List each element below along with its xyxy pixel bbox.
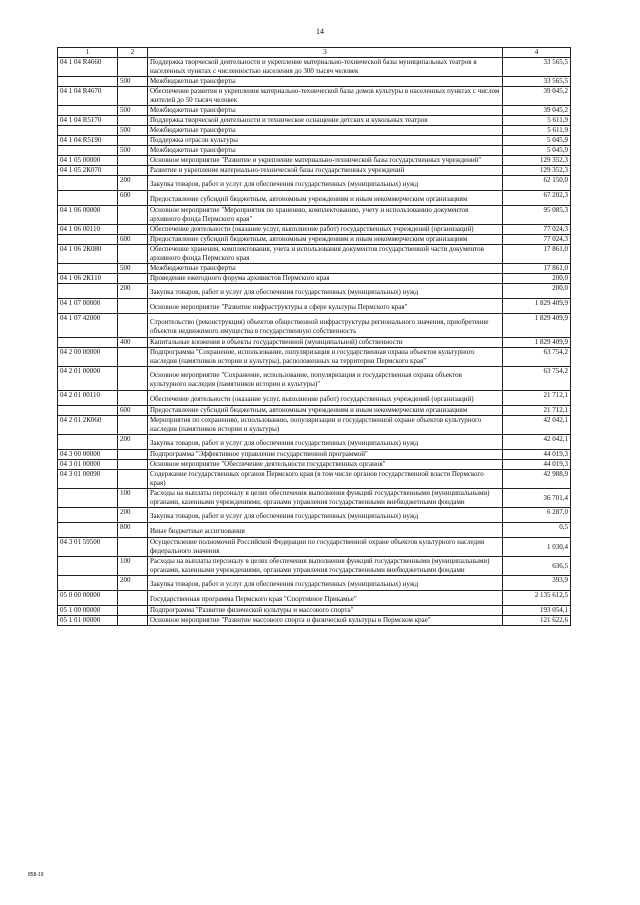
row-code-cell	[58, 146, 118, 156]
row-name-cell: Межбюджетные трансферты	[148, 126, 503, 136]
row-code-cell: 04 3 01 59500	[58, 538, 118, 557]
table-row	[58, 538, 571, 557]
row-type-cell: 200	[118, 576, 148, 591]
table-row	[58, 176, 571, 191]
row-sum-cell: 5 611,9	[503, 116, 571, 126]
row-sum-cell: 5 611,9	[503, 126, 571, 136]
row-name-cell: Обеспечение хранения, комплектования, учета и использования документов государственной части документов архивного фонда Пермского края	[148, 245, 503, 264]
row-code-cell: 05 0 00 00000	[58, 591, 118, 606]
table-row	[58, 416, 571, 435]
row-name-cell: Основное мероприятие "Сохранение, использование, популяризация и государственная охрана объектов культурного наследия (памятников истории и культуры)"	[148, 367, 503, 391]
table-row	[58, 58, 571, 77]
row-sum-cell: 636,5	[503, 557, 571, 576]
row-sum-cell: 42 042,1	[503, 435, 571, 450]
row-type-cell	[118, 538, 148, 557]
page-number: 14	[316, 27, 324, 36]
row-code-cell: 04 3 01 00090	[58, 470, 118, 489]
row-name-cell: Государственная программа Пермского края "Спортивное Прикамье"	[148, 591, 503, 606]
row-type-cell: 500	[118, 264, 148, 274]
row-code-cell: 04 2 01 00000	[58, 367, 118, 391]
row-sum-cell: 39 045,2	[503, 106, 571, 116]
row-code-cell	[58, 284, 118, 299]
column-header: 2	[118, 48, 148, 58]
row-sum-cell: 63 754,2	[503, 348, 571, 367]
row-sum-cell: 42 042,1	[503, 416, 571, 435]
row-type-cell	[118, 470, 148, 489]
row-name-cell: Проведение ежегодного форума архивистов Пермского края	[148, 274, 503, 284]
row-type-cell	[118, 616, 148, 626]
row-type-cell: 200	[118, 508, 148, 523]
row-sum-cell: 0,5	[503, 523, 571, 538]
row-name-cell: Подпрограмма "Эффективное управление государственной программой"	[148, 450, 503, 460]
row-code-cell: 04 1 04 R5190	[58, 136, 118, 146]
row-name-cell: Поддержка творческой деятельности и техническое оснащение детских и кукольных театров	[148, 116, 503, 126]
table-row	[58, 460, 571, 470]
table-row	[58, 435, 571, 450]
row-sum-cell: 17 861,0	[503, 245, 571, 264]
row-sum-cell: 193 054,1	[503, 606, 571, 616]
row-sum-cell: 2 135 612,5	[503, 591, 571, 606]
row-code-cell	[58, 191, 118, 206]
row-code-cell	[58, 77, 118, 87]
row-sum-cell: 77 024,3	[503, 225, 571, 235]
table-row	[58, 106, 571, 116]
row-code-cell: 04 2 01 2К060	[58, 416, 118, 435]
row-code-cell: 04 3 01 00000	[58, 460, 118, 470]
row-sum-cell: 1 829 409,9	[503, 299, 571, 314]
row-name-cell: Обеспечение развития и укрепления материально-технической базы домов культуры в населенных пунктах с числом жителей до 50 тысяч человек	[148, 87, 503, 106]
row-code-cell: 04 1 07 42000	[58, 314, 118, 338]
row-sum-cell: 1 829 409,9	[503, 338, 571, 348]
row-name-cell: Основное мероприятие "Развитие и укрепление материально-технической базы государственных учреждений"	[148, 156, 503, 166]
table-row	[58, 391, 571, 406]
table-row	[58, 557, 571, 576]
row-code-cell: 04 1 04 R4670	[58, 87, 118, 106]
row-type-cell	[118, 136, 148, 146]
row-code-cell: 04 3 00 00000	[58, 450, 118, 460]
row-name-cell: Поддержка отрасли культуры	[148, 136, 503, 146]
row-name-cell: Основное мероприятие "Мероприятия по хранению, комплектованию, учету и использованию документов архивного фонда Пермского края"	[148, 206, 503, 225]
table-row	[58, 225, 571, 235]
row-name-cell: Расходы на выплаты персоналу в целях обеспечения выполнения функций государственными (муниципальными) органами, казенными учреждениями, органами управления государственными внебюджетными фондами	[148, 557, 503, 576]
table-row	[58, 450, 571, 460]
row-code-cell	[58, 523, 118, 538]
row-code-cell: 04 1 05 2К070	[58, 166, 118, 176]
row-name-cell: Обеспечение деятельности (оказание услуг, выполнение работ) государственных учреждений (организаций)	[148, 391, 503, 406]
row-name-cell: Расходы на выплаты персоналу в целях обеспечения выполнения функций государственными (муниципальными) органами, казенными учреждениями, органами управления государственными внебюджетными фондами	[148, 489, 503, 508]
table-row	[58, 191, 571, 206]
table-row	[58, 489, 571, 508]
row-code-cell	[58, 557, 118, 576]
budget-table	[57, 47, 571, 626]
table-row	[58, 116, 571, 126]
row-code-cell	[58, 126, 118, 136]
row-name-cell: Подпрограмма "Развитие физической культуры и массового спорта"	[148, 606, 503, 616]
row-code-cell: 05 1 00 00000	[58, 606, 118, 616]
row-name-cell: Межбюджетные трансферты	[148, 264, 503, 274]
row-name-cell: Развитие и укрепление материально-технической базы государственных учреждений	[148, 166, 503, 176]
row-type-cell: 600	[118, 235, 148, 245]
row-name-cell: Основное мероприятие "Развитие массового спорта и физической культуры в Пермском крае"	[148, 616, 503, 626]
table-row	[58, 264, 571, 274]
row-sum-cell: 62 150,0	[503, 176, 571, 191]
row-type-cell	[118, 367, 148, 391]
row-name-cell: Закупка товаров, работ и услуг для обеспечения государственных (муниципальных) нужд	[148, 176, 503, 191]
table-row	[58, 126, 571, 136]
row-code-cell	[58, 489, 118, 508]
row-name-cell: Иные бюджетные ассигнования	[148, 523, 503, 538]
row-code-cell	[58, 508, 118, 523]
table-row	[58, 470, 571, 489]
row-sum-cell: 63 754,2	[503, 367, 571, 391]
row-type-cell	[118, 391, 148, 406]
row-sum-cell: 95 085,3	[503, 206, 571, 225]
row-sum-cell: 77 024,3	[503, 235, 571, 245]
row-name-cell: Закупка товаров, работ и услуг для обеспечения государственных (муниципальных) нужд	[148, 508, 503, 523]
column-header: 4	[503, 48, 571, 58]
row-type-cell: 100	[118, 557, 148, 576]
row-name-cell: Межбюджетные трансферты	[148, 106, 503, 116]
row-sum-cell: 5 045,9	[503, 146, 571, 156]
row-type-cell	[118, 166, 148, 176]
row-code-cell	[58, 576, 118, 591]
row-sum-cell: 5 045,9	[503, 136, 571, 146]
row-code-cell	[58, 406, 118, 416]
row-sum-cell: 200,0	[503, 284, 571, 299]
row-sum-cell: 200,0	[503, 274, 571, 284]
row-code-cell: 05 1 01 00000	[58, 616, 118, 626]
row-code-cell	[58, 435, 118, 450]
row-name-cell: Основное мероприятие "Развитие инфраструктуры в сфере культуры Пермского края"	[148, 299, 503, 314]
row-sum-cell: 1 030,4	[503, 538, 571, 557]
row-type-cell	[118, 460, 148, 470]
row-sum-cell: 39 045,2	[503, 87, 571, 106]
table-row	[58, 87, 571, 106]
table-row	[58, 406, 571, 416]
table-row	[58, 206, 571, 225]
row-type-cell: 800	[118, 523, 148, 538]
row-name-cell: Предоставление субсидий бюджетным, автономным учреждениям и иным некоммерческим организациям	[148, 191, 503, 206]
table-row	[58, 348, 571, 367]
row-name-cell: Предоставление субсидий бюджетным, автономным учреждениям и иным некоммерческим организациям	[148, 235, 503, 245]
table-row	[58, 156, 571, 166]
header-row	[58, 48, 571, 58]
row-code-cell: 04 1 06 00000	[58, 206, 118, 225]
row-type-cell	[118, 274, 148, 284]
row-type-cell	[118, 606, 148, 616]
row-type-cell	[118, 299, 148, 314]
row-type-cell: 200	[118, 284, 148, 299]
table-row	[58, 576, 571, 591]
row-name-cell: Межбюджетные трансферты	[148, 77, 503, 87]
row-code-cell: 04 2 01 00110	[58, 391, 118, 406]
row-sum-cell: 42 988,9	[503, 470, 571, 489]
row-name-cell: Поддержка творческой деятельности и укрепление материально-технической базы муниципальных театров в населенных пунктах с численностью населения до 300 тысяч человек	[148, 58, 503, 77]
row-type-cell	[118, 116, 148, 126]
row-sum-cell: 129 352,3	[503, 166, 571, 176]
row-name-cell: Межбюджетные трансферты	[148, 146, 503, 156]
row-name-cell: Содержание государственных органов Пермского края (в том числе органов государственной власти Пермского края)	[148, 470, 503, 489]
row-sum-cell: 67 202,3	[503, 191, 571, 206]
row-name-cell: Закупка товаров, работ и услуг для обеспечения государственных (муниципальных) нужд	[148, 435, 503, 450]
row-type-cell	[118, 591, 148, 606]
footer-code: 858-19	[28, 872, 44, 878]
table-row	[58, 591, 571, 606]
row-name-cell: Обеспечение деятельности (оказание услуг, выполнение работ) государственных учреждений (организаций)	[148, 225, 503, 235]
row-type-cell	[118, 416, 148, 435]
row-code-cell: 04 2 00 00000	[58, 348, 118, 367]
row-sum-cell: 33 565,5	[503, 77, 571, 87]
table-row	[58, 508, 571, 523]
row-type-cell	[118, 450, 148, 460]
row-sum-cell: 36 701,4	[503, 489, 571, 508]
row-sum-cell: 44 019,3	[503, 450, 571, 460]
table-row	[58, 235, 571, 245]
row-type-cell: 600	[118, 191, 148, 206]
row-sum-cell: 393,9	[503, 576, 571, 591]
row-name-cell: Капитальные вложения в объекты государственной (муниципальной) собственности	[148, 338, 503, 348]
row-code-cell	[58, 338, 118, 348]
table-row	[58, 367, 571, 391]
row-code-cell: 04 1 05 00000	[58, 156, 118, 166]
row-name-cell: Предоставление субсидий бюджетным, автономным учреждениям и иным некоммерческим организациям	[148, 406, 503, 416]
row-type-cell: 200	[118, 176, 148, 191]
row-type-cell: 500	[118, 146, 148, 156]
row-type-cell: 400	[118, 338, 148, 348]
row-name-cell: Осуществление полномочий Российской Федерации по государственной охране объектов культурного наследия федерального значения	[148, 538, 503, 557]
row-type-cell	[118, 348, 148, 367]
row-code-cell: 04 1 06 2К080	[58, 245, 118, 264]
row-name-cell: Закупка товаров, работ и услуг для обеспечения государственных (муниципальных) нужд	[148, 576, 503, 591]
row-type-cell: 500	[118, 77, 148, 87]
row-code-cell	[58, 106, 118, 116]
row-code-cell: 04 1 06 2К110	[58, 274, 118, 284]
row-sum-cell: 33 565,5	[503, 58, 571, 77]
row-sum-cell: 121 622,6	[503, 616, 571, 626]
table-row	[58, 274, 571, 284]
row-type-cell: 600	[118, 406, 148, 416]
row-code-cell	[58, 264, 118, 274]
row-type-cell	[118, 225, 148, 235]
row-type-cell: 100	[118, 489, 148, 508]
table-row	[58, 616, 571, 626]
table-row	[58, 136, 571, 146]
row-code-cell	[58, 176, 118, 191]
table-row	[58, 523, 571, 538]
row-sum-cell: 17 861,0	[503, 264, 571, 274]
row-type-cell: 200	[118, 435, 148, 450]
table-row	[58, 314, 571, 338]
row-code-cell: 04 1 04 R5170	[58, 116, 118, 126]
row-name-cell: Мероприятия по сохранению, использованию, популяризации и государственной охране объектов культурного наследия (памятников истории и культуры)	[148, 416, 503, 435]
column-header: 1	[58, 48, 118, 58]
table-row	[58, 284, 571, 299]
table-row	[58, 338, 571, 348]
row-name-cell: Подпрограмма "Сохранение, использование, популяризация и государственная охрана объектов культурного наследия (памятников истории и культуры), расположенных на территории Пермского края"	[148, 348, 503, 367]
column-header: 3	[148, 48, 503, 58]
row-type-cell	[118, 314, 148, 338]
row-type-cell	[118, 156, 148, 166]
table-row	[58, 245, 571, 264]
row-type-cell	[118, 245, 148, 264]
row-name-cell: Закупка товаров, работ и услуг для обеспечения государственных (муниципальных) нужд	[148, 284, 503, 299]
row-code-cell: 04 1 06 00110	[58, 225, 118, 235]
row-sum-cell: 6 287,0	[503, 508, 571, 523]
row-type-cell: 500	[118, 106, 148, 116]
row-name-cell: Строительство (реконструкция) объектов общественной инфраструктуры регионального значения, приобретение объектов недвижимого имущества в государственную собственность	[148, 314, 503, 338]
table-row	[58, 299, 571, 314]
row-type-cell	[118, 206, 148, 225]
row-code-cell: 04 1 07 00000	[58, 299, 118, 314]
table-row	[58, 77, 571, 87]
row-sum-cell: 1 829 409,9	[503, 314, 571, 338]
row-sum-cell: 21 712,1	[503, 391, 571, 406]
table-row	[58, 146, 571, 156]
row-code-cell: 04 1 04 R4660	[58, 58, 118, 77]
row-code-cell	[58, 235, 118, 245]
table-body	[58, 58, 571, 626]
row-type-cell	[118, 87, 148, 106]
row-sum-cell: 129 352,3	[503, 156, 571, 166]
row-type-cell: 500	[118, 126, 148, 136]
table-row	[58, 166, 571, 176]
table-row	[58, 606, 571, 616]
row-type-cell	[118, 58, 148, 77]
row-name-cell: Основное мероприятие "Обеспечение деятельности государственных органов"	[148, 460, 503, 470]
row-sum-cell: 44 019,3	[503, 460, 571, 470]
row-sum-cell: 21 712,1	[503, 406, 571, 416]
